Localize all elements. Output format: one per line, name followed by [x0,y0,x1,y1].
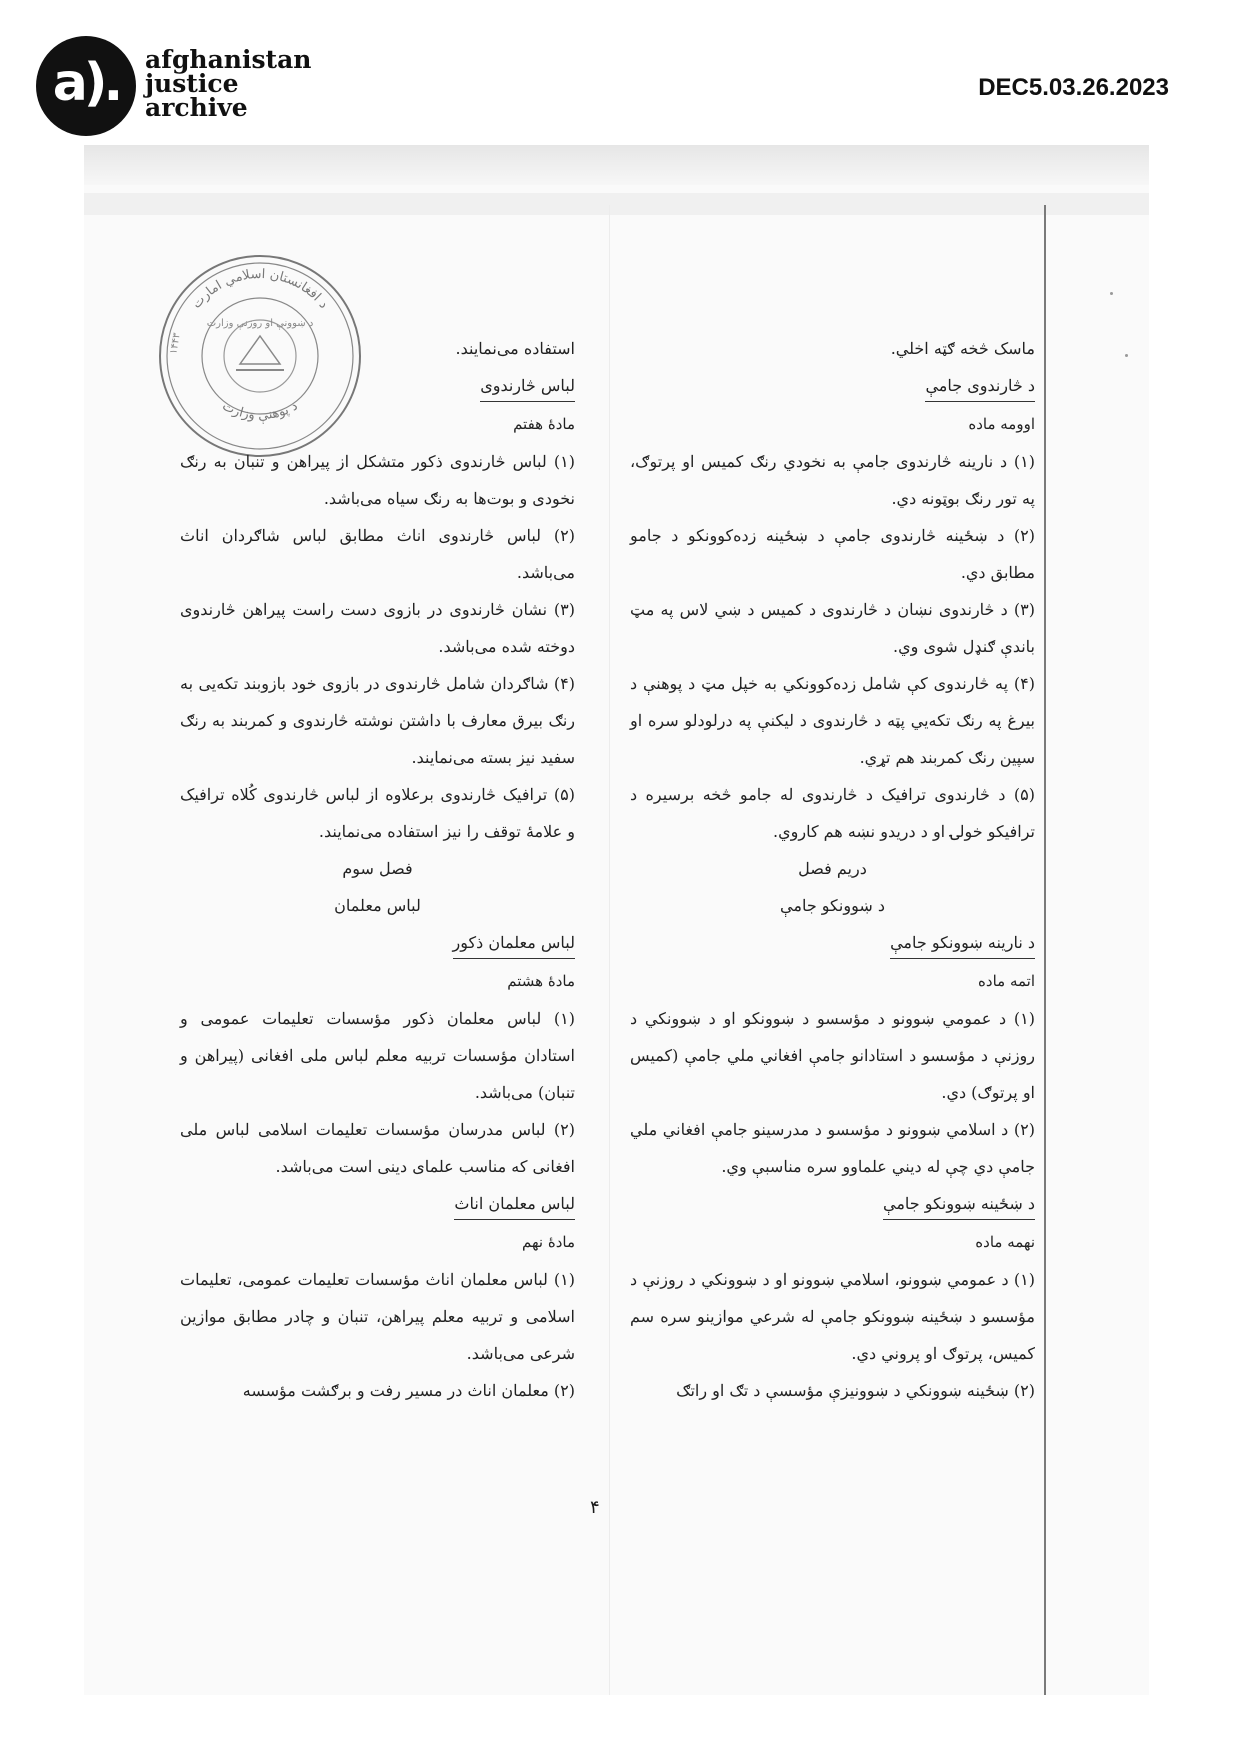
section-heading [180,1185,575,1224]
paragraph [630,1372,1035,1409]
seal-outer-text: د افغانستان اسلامي امارت [189,266,331,312]
chapter-title [630,850,1035,887]
dari-column [180,330,575,1409]
text-span: (۱) لباس معلمان ذکور مؤسسات تعلیمات عمومی و استادان مؤسسات تربیه معلم لباس ملی افغانی (پیراهن و تنبان) می‌باشد. [180,1009,575,1102]
paragraph [630,330,1035,367]
text-span: اوومه ماده [968,415,1035,433]
brand-line: justice [145,69,239,98]
text-span: لباس څارندوی [480,371,575,402]
paragraph [630,1111,1035,1185]
page-fold [609,205,610,1695]
article-number [180,1224,575,1261]
svg-text:د افغانستان اسلامي امارت [189,267,331,312]
paragraph [180,443,575,517]
text-span: د ښځینه ښوونکو جامې [883,1189,1035,1220]
brand-name [145,45,312,122]
paragraph [180,665,575,776]
section-heading [630,924,1035,963]
text-span: فصل سوم [342,859,413,878]
chapter-title [180,850,575,887]
text-span: (۲) معلمان اناث در مسیر رفت و برګشت مؤسسه [242,1381,575,1400]
text-span: (۴) شاګردان شامل څارندوی در بازوی خود بازوبند تکه‌یی به رنګ بیرق معارف با داشتن نوشته څارندوی و کمربند به رنګ سفید نیز بسته می‌نمایند. [180,674,575,767]
paragraph [630,1000,1035,1111]
paragraph [180,517,575,591]
text-span: (۱) د عمومي ښوونو، اسلامي ښوونو او د ښوونکي د روزنې د مؤسسو د ښځینه ښوونکو جامې له شرعي موازینو سره سم کمیس، پرتوګ او پروني دي. [630,1270,1035,1363]
paragraph [180,330,575,367]
article-number [180,963,575,1000]
text-span: (۱) لباس معلمان اناث مؤسسات تعلیمات عمومی، تعلیمات اسلامی و تربیه معلم پیراهن، تنبان و چادر مطابق موازین شرعی می‌باشد. [180,1270,575,1363]
text-span: استفاده می‌نمایند. [455,339,575,358]
article-number [180,406,575,443]
article-number [630,1224,1035,1261]
brand-line: archive [145,93,248,122]
seal-inner-text: د ښوونې او روزنې وزارت [206,318,314,329]
text-span: (۲) د اسلامي ښوونو د مؤسسو د مدرسینو جامې افغاني ملي جامې دي چې له دیني علماوو سره مناسبې وي. [630,1120,1035,1176]
aja-logo: a). [36,36,136,136]
margin-line [1044,205,1046,1695]
paragraph [180,1372,575,1409]
text-span: لباس معلمان [334,896,421,915]
text-span: (۲) ښځینه ښوونکي د ښوونیزې مؤسسې د تګ او راتګ [676,1381,1035,1400]
seal-bottom-text: د پوهنې وزارت [219,398,301,424]
paragraph [630,591,1035,665]
document-id: DEC5.03.26.2023 [978,74,1169,101]
text-span: (۱) لباس څارندوی ذکور متشکل از پیراهن و تنبان به رنګ نخودی و بوت‌ها به رنګ سیاه می‌باشد. [180,452,575,508]
text-span: (۴) په څارندوی کې شامل زده‌کوونکي به خپل مټ د پوهنې د بیرغ په رنګ تکه‌یي پټه د څارندوی د لیکنې په درلودلو سره او سپین رنګ کمربند هم تړي. [630,674,1035,767]
paragraph [180,1261,575,1372]
text-span: (۲) لباس څارندوی اناث مطابق لباس شاګردان اناث می‌باشد. [180,526,575,582]
paragraph [630,776,1035,850]
paragraph [180,1000,575,1111]
text-span: (۱) د نارینه څارندوی جامې به نخودي رنګ کمیس او پرتوګ، په تور رنګ بوټونه دي. [630,452,1035,508]
seal-number: ۱۴۴۳ [168,332,183,356]
scan-top-shadow [84,145,1149,185]
text-span: (۵) ترافیک څارندوی برعلاوه از لباس څارندوی کُلاه ترافیک و علامهٔ توقف را نیز استفاده می‌نمایند. [180,785,575,841]
section-heading [630,1185,1035,1224]
chapter-title [180,887,575,924]
article-number [630,963,1035,1000]
text-span: (۲) لباس مدرسان مؤسسات تعلیمات اسلامی لباس ملی افغانی که مناسب علمای دینی است می‌باشد. [180,1120,575,1176]
scan-speck [1110,292,1113,295]
brand-line: afghanistan [145,45,312,74]
paragraph [180,591,575,665]
text-span: (۲) د ښځینه څارندوی جامې د ښځینه زده‌کوونکو د جامو مطابق دي. [630,526,1035,582]
text-span: د نارینه ښوونکو جامې [890,928,1035,959]
paragraph [630,1261,1035,1372]
text-span: د څارندوی جامې [925,371,1035,402]
section-heading [630,367,1035,406]
section-heading [180,924,575,963]
text-span: د ښوونکو جامې [780,896,885,915]
pashto-column [630,330,1035,1409]
text-span: مادهٔ هفتم [513,415,575,433]
section-heading [180,367,575,406]
text-span: (۵) د څارندوی ترافیک د څارندوی له جامو څخه برسیره د ترافیکو خولۍ او د دریدو نښه هم کاروي. [630,785,1035,841]
text-span: (۳) د څارندوی نښان د څارندوی د کمیس د ښي لاس په مټ باندې ګنډل شوی وي. [630,600,1035,656]
chapter-title [630,887,1035,924]
scan-band [84,193,1149,215]
paragraph [630,665,1035,776]
paragraph [180,1111,575,1185]
text-span: نهمه ماده [975,1233,1035,1251]
text-span: اتمه ماده [978,972,1035,990]
text-span: (۱) د عمومي ښوونو د مؤسسو د ښوونکو او د ښوونکي د روزنې د مؤسسو د استادانو جامې افغاني ملي جامې (کمیس او پرتوګ) دي. [630,1009,1036,1102]
article-number [630,406,1035,443]
text-span: دریم فصل [798,859,867,878]
paragraph [630,443,1035,517]
text-span: لباس معلمان اناث [454,1189,575,1220]
text-span: لباس معلمان ذکور [453,928,575,959]
paragraph [630,517,1035,591]
text-span: (۳) نشان څارندوی در بازوی دست راست پیراهن څارندوی دوخته شده می‌باشد. [180,600,575,656]
text-span: ماسک څخه ګټه اخلي. [890,339,1035,358]
paragraph [180,776,575,850]
page-number: ۴ [590,1497,600,1518]
text-span: مادهٔ نهم [522,1233,575,1251]
scan-speck [1125,354,1128,357]
text-span: مادهٔ هشتم [507,972,575,990]
